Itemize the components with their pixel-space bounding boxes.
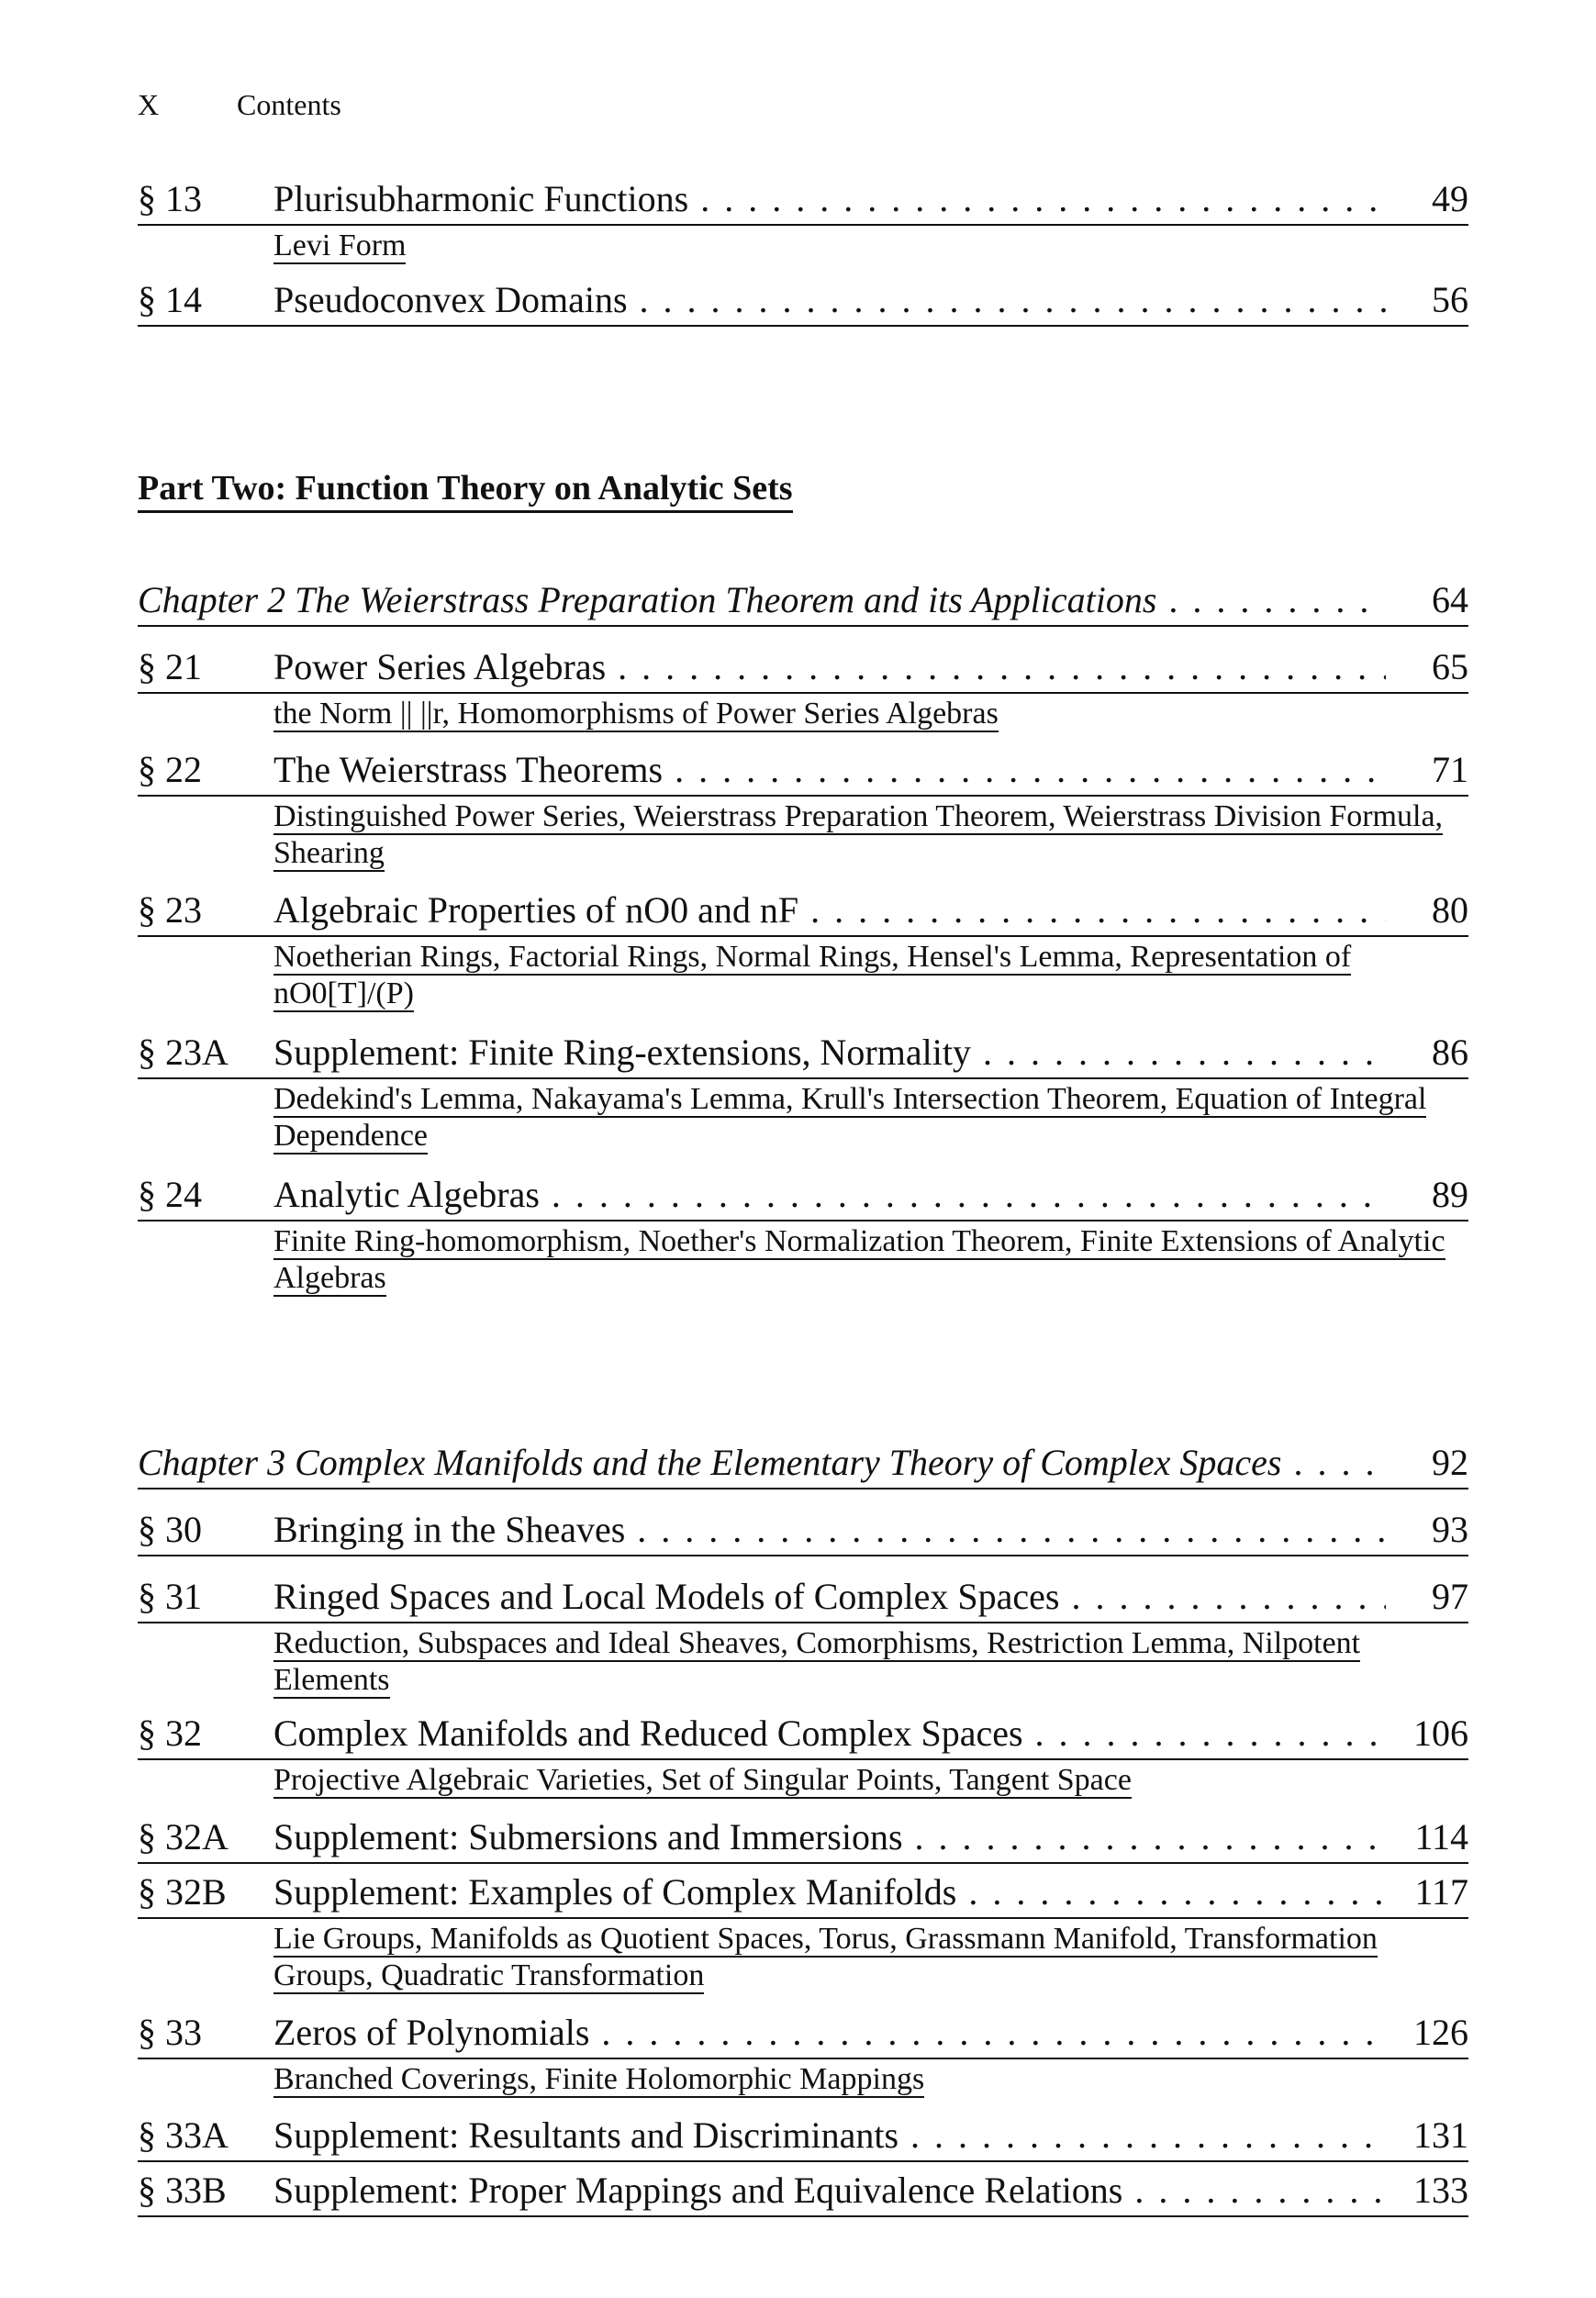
section-title: Power Series Algebras . . . <box>273 645 1386 688</box>
page-ref: 131 <box>1413 2114 1468 2156</box>
page-ref: 126 <box>1413 2012 1468 2053</box>
page-ref: 80 <box>1432 889 1468 931</box>
toc-entry[interactable] <box>138 275 1468 327</box>
section-title: Supplement: Finite Ring-extensions, Normality . . . <box>273 1031 1386 1074</box>
section-number: § 32B <box>138 1871 227 1913</box>
toc-entry[interactable] <box>138 1813 1468 1864</box>
subtopics: the Norm || ||r, Homomorphisms of Power Series Algebras <box>273 697 999 731</box>
page-ref: 133 <box>1413 2170 1468 2211</box>
page-number: X <box>138 88 160 121</box>
section-title: Algebraic Properties of nO0 and nF . . . <box>273 888 1386 931</box>
page-ref: 89 <box>1432 1174 1468 1215</box>
part-two-heading: Part Two: Function Theory on Analytic Sets <box>138 468 793 513</box>
section-number: § 24 <box>138 1174 202 1215</box>
section-number: § 32 <box>138 1712 202 1754</box>
section-title: Analytic Algebras . . . <box>273 1173 1386 1216</box>
section-title: Ringed Spaces and Local Models of Complex Spaces . . . <box>273 1575 1386 1618</box>
section-number: § 14 <box>138 279 202 320</box>
page-ref: 97 <box>1432 1576 1468 1617</box>
toc-entry[interactable] <box>138 1572 1468 1699</box>
subtopics: Branched Coverings, Finite Holomorphic Mappings <box>273 2062 925 2096</box>
section-title: Plurisubharmonic Functions . . . <box>273 177 1386 220</box>
subtopics: Distinguished Power Series, Weierstrass Preparation Theorem, Weierstrass Division Formula, Shearing <box>273 799 1444 870</box>
toc-entry[interactable] <box>138 886 1468 1012</box>
subtopics: Projective Algebraic Varieties, Set of Singular Points, Tangent Space <box>273 1763 1132 1797</box>
subtopics: Reduction, Subspaces and Ideal Sheaves, Comorphisms, Restriction Lemma, Nilpotent Elements <box>273 1626 1361 1697</box>
section-number: § 21 <box>138 646 202 687</box>
section-title: Supplement: Resultants and Discriminants . . . <box>273 2114 1386 2157</box>
toc-entry[interactable] <box>138 1028 1468 1155</box>
page-ref: 86 <box>1432 1032 1468 1073</box>
subtopics: Dedekind's Lemma, Nakayama's Lemma, Krull's Intersection Theorem, Equation of Integral Dependence <box>273 1082 1427 1153</box>
chapter-title: Chapter 2 The Weierstrass Preparation Theorem and its Applications . . . <box>138 578 1386 621</box>
running-title: Contents <box>237 88 341 121</box>
toc-entry[interactable] <box>138 1868 1468 1994</box>
page-ref: 93 <box>1432 1509 1468 1550</box>
section-title: Bringing in the Sheaves . . . <box>273 1508 1386 1551</box>
subtopics: Finite Ring-homomorphism, Noether's Normalization Theorem, Finite Extensions of Analytic Algebras <box>273 1224 1445 1295</box>
toc-entry[interactable] <box>138 1709 1468 1799</box>
chapter-2-entry[interactable] <box>138 574 1468 627</box>
section-title: Complex Manifolds and Reduced Complex Spaces . . . <box>273 1712 1386 1755</box>
toc-entry[interactable] <box>138 2166 1468 2217</box>
subtopics: Lie Groups, Manifolds as Quotient Spaces, Torus, Grassmann Manifold, Transformation Groups, Quadratic Transformation <box>273 1922 1378 1992</box>
toc-entry[interactable] <box>138 2111 1468 2162</box>
section-title: Pseudoconvex Domains . . . <box>273 278 1386 321</box>
page-ref: 65 <box>1432 646 1468 687</box>
section-number: § 23A <box>138 1032 229 1073</box>
section-number: § 32A <box>138 1816 229 1857</box>
toc-entry[interactable] <box>138 745 1468 872</box>
section-number: § 13 <box>138 178 202 219</box>
chapter-3-entry[interactable] <box>138 1436 1468 1489</box>
toc-entry[interactable] <box>138 642 1468 732</box>
section-number: § 22 <box>138 749 202 790</box>
section-number: § 33B <box>138 2170 227 2211</box>
page-ref: 106 <box>1413 1712 1468 1754</box>
page-ref: 114 <box>1414 1816 1468 1857</box>
toc-entry[interactable] <box>138 2008 1468 2098</box>
section-title: Zeros of Polynomials . . . <box>273 2011 1386 2054</box>
section-title: The Weierstrass Theorems . . . <box>273 748 1386 791</box>
section-number: § 33 <box>138 2012 202 2053</box>
toc-entry[interactable] <box>138 174 1468 264</box>
page-ref: 117 <box>1414 1871 1468 1913</box>
section-number: § 23 <box>138 889 202 931</box>
toc-entry[interactable] <box>138 1505 1468 1556</box>
section-title: Supplement: Submersions and Immersions . . . <box>273 1815 1386 1858</box>
page-ref: 56 <box>1432 279 1468 320</box>
section-number: § 30 <box>138 1509 202 1550</box>
running-header <box>138 88 341 122</box>
chapter-title: Chapter 3 Complex Manifolds and the Elementary Theory of Complex Spaces . . . <box>138 1441 1386 1484</box>
section-number: § 33A <box>138 2114 229 2156</box>
page-ref: 71 <box>1432 749 1468 790</box>
toc-entry[interactable] <box>138 1170 1468 1297</box>
section-title: Supplement: Proper Mappings and Equivalence Relations . . . <box>273 2169 1386 2212</box>
page-ref: 49 <box>1432 178 1468 219</box>
subtopics: Noetherian Rings, Factorial Rings, Normal Rings, Hensel's Lemma, Representation of nO0[T]/(P) <box>273 940 1352 1010</box>
section-number: § 31 <box>138 1576 202 1617</box>
page-ref: 92 <box>1432 1442 1468 1483</box>
page-ref: 64 <box>1432 579 1468 620</box>
subtopics: Levi Form <box>273 229 407 262</box>
section-title: Supplement: Examples of Complex Manifolds . . . <box>273 1870 1386 1913</box>
